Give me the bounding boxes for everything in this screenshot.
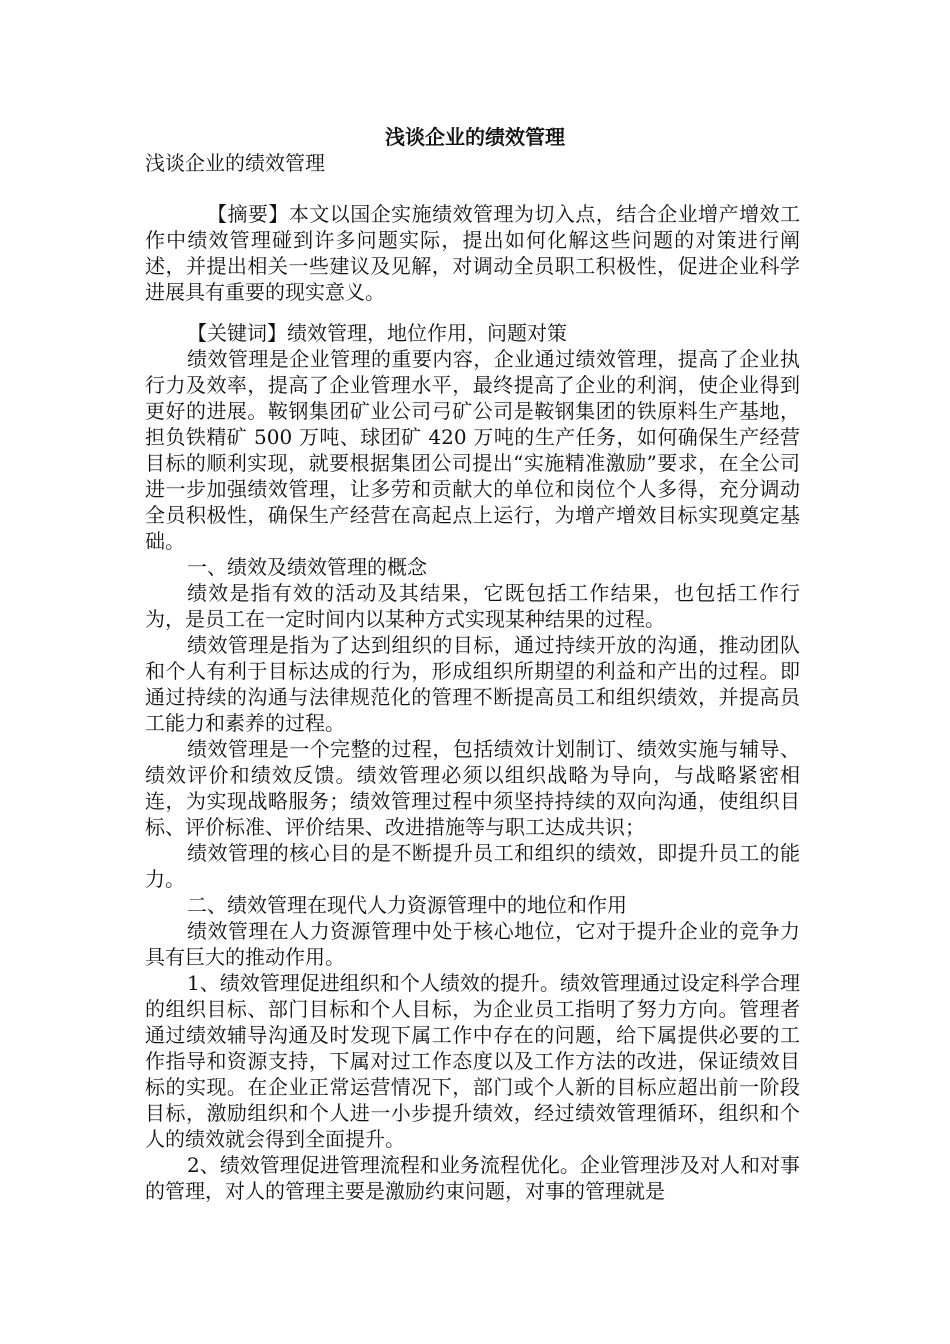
body-paragraph: 绩效管理是一个完整的过程，包括绩效计划制订、绩效实施与辅导、绩效评价和绩效反馈。绩效管理必须以组织战略为导向，与战略紧密相连，为实现战略服务；绩效管理过程中须坚持持续的双向沟通，使组织目标、评价标准、评价结果、改进措施等与职工达成共识； bbox=[145, 737, 800, 839]
body-paragraph: 绩效管理在人力资源管理中处于核心地位，它对于提升企业的竞争力具有巨大的推动作用。 bbox=[145, 919, 800, 969]
body-paragraph: 绩效是指有效的活动及其结果，它既包括工作结果，也包括工作行为，是员工在一定时间内以某种方式实现某种结果的过程。 bbox=[145, 581, 800, 631]
document-subtitle: 浅谈企业的绩效管理 bbox=[145, 151, 325, 175]
section-heading-2: 二、绩效管理在现代人力资源管理中的地位和作用 bbox=[187, 893, 627, 917]
keywords-line: 【关键词】绩效管理，地位作用，问题对策 bbox=[187, 321, 567, 345]
main-body bbox=[145, 320, 800, 1204]
body-paragraph: 绩效管理的核心目的是不断提升员工和组织的绩效，即提升员工的能力。 bbox=[145, 841, 800, 891]
abstract-section bbox=[145, 201, 800, 305]
body-paragraph: 2、绩效管理促进管理流程和业务流程优化。企业管理涉及对人和对事的管理，对人的管理主要是激励约束问题，对事的管理就是 bbox=[145, 1153, 800, 1203]
abstract-paragraph: 【摘要】本文以国企实施绩效管理为切入点，结合企业增产增效工作中绩效管理碰到许多问题实际，提出如何化解这些问题的对策进行阐述，并提出相关一些建议及见解，对调动全员职工积极性，促进企业科学进展具有重要的现实意义。 bbox=[145, 202, 800, 304]
body-paragraph: 绩效管理是企业管理的重要内容，企业通过绩效管理，提高了企业执行力及效率，提高了企业管理水平，最终提高了企业的利润，使企业得到更好的进展。鞍钢集团矿业公司弓矿公司是鞍钢集团的铁原料生产基地，担负铁精矿 500 万吨、球团矿 420 万吨的生产任务，如何确保生产经营目标的顺利实现，就要根据集团公司提出“实施精准激励”要求，在全公司进一步加强绩效管理，让多劳和贡献大的单位和岗位个人多得，充分调动全员积极性，确保生产经营在高起点上运行，为增产增效目标实现奠定基础。 bbox=[145, 347, 800, 553]
section-heading-1: 一、绩效及绩效管理的概念 bbox=[187, 555, 427, 579]
document-title: 浅谈企业的绩效管理 bbox=[385, 125, 565, 149]
body-paragraph: 绩效管理是指为了达到组织的目标，通过持续开放的沟通，推动团队和个人有利于目标达成的行为，形成组织所期望的利益和产出的过程。即通过持续的沟通与法律规范化的管理不断提高员工和组织绩效，并提高员工能力和素养的过程。 bbox=[145, 633, 800, 735]
body-paragraph: 1、绩效管理促进组织和个人绩效的提升。绩效管理通过设定科学合理的组织目标、部门目标和个人目标，为企业员工指明了努力方向。管理者通过绩效辅导沟通及时发现下属工作中存在的问题，给下属提供必要的工作指导和资源支持，下属对过工作态度以及工作方法的改进，保证绩效目标的实现。在企业正常运营情况下，部门或个人新的目标应超出前一阶段目标，激励组织和个人进一小步提升绩效，经过绩效管理循环，组织和个人的绩效就会得到全面提升。 bbox=[145, 971, 800, 1151]
